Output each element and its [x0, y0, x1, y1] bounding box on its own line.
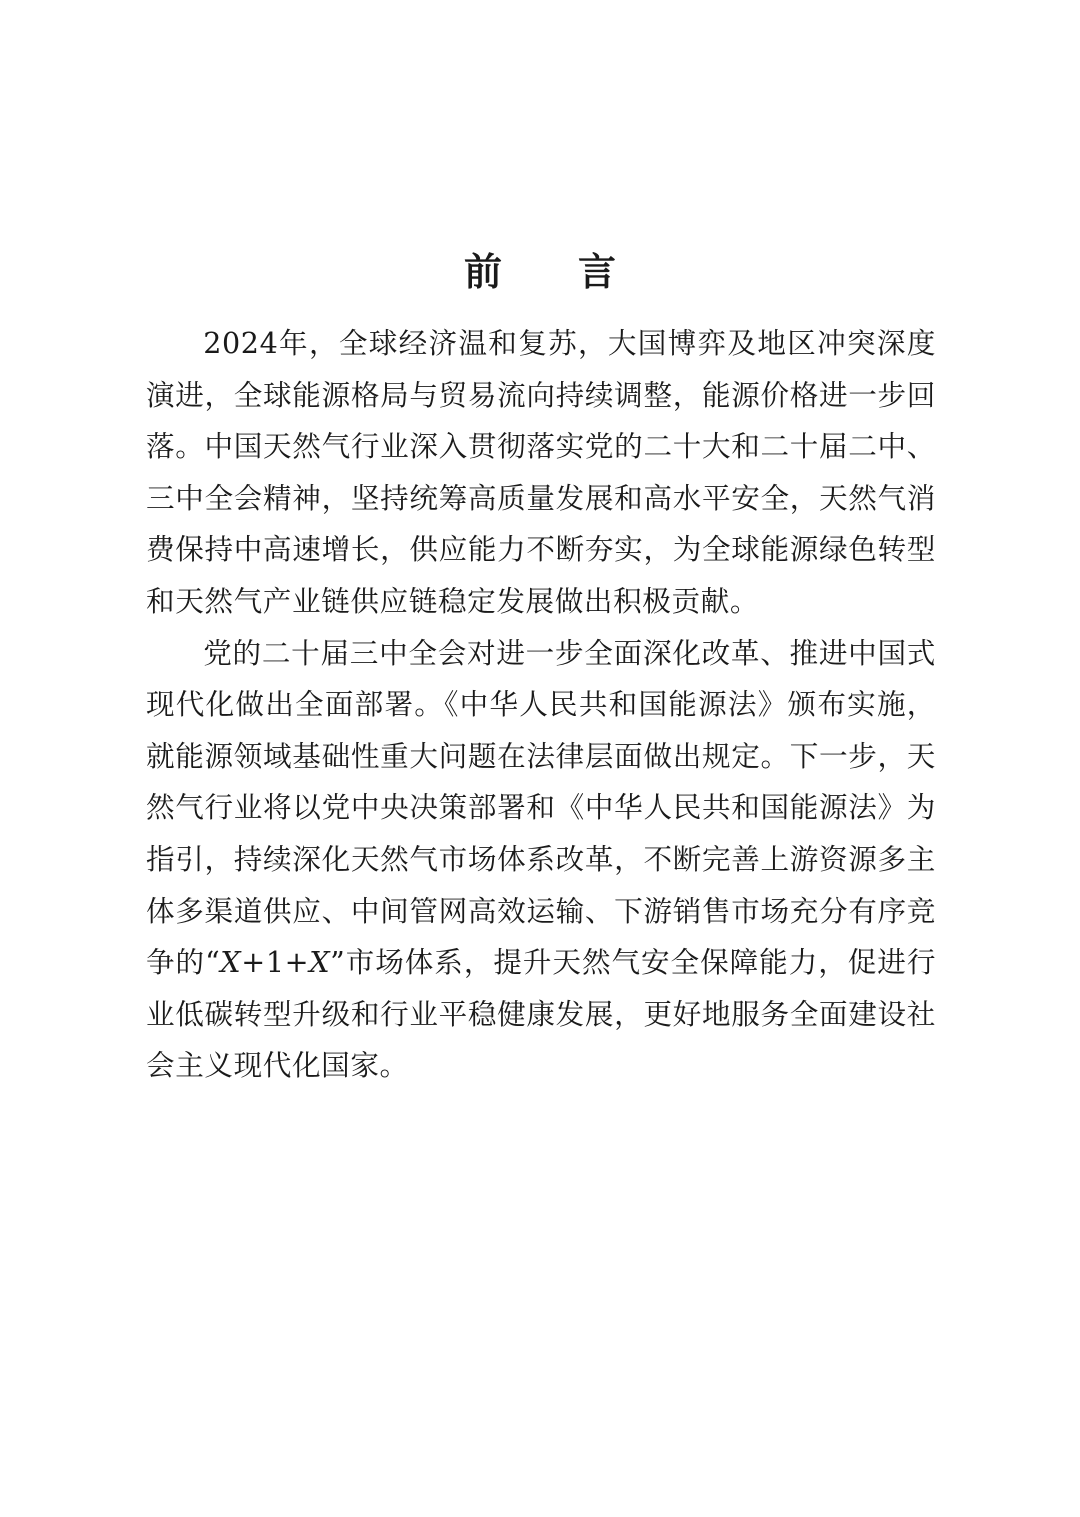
paragraph-2-part-1: 党的二十届三中全会对进一步全面深化改革、推进中国式现代化做出全面部署。《中华人民共和国能源法》颁布实施，就能源领域基础性重大问题在法律层面做出规定。下一步，天然气行业将以党中央决策部署和《中华人民共和国能源法》为指引，持续深化天然气市场体系改革，不断完善上游资源多主体多渠道供应、中间管网高效运输、下游销售市场充分有序竞争的“	[146, 635, 936, 980]
title-char-2: 言	[578, 250, 617, 295]
page-title	[0, 247, 1080, 297]
paragraph-2	[146, 628, 936, 1092]
formula-x-1: X	[220, 945, 242, 980]
preface-body	[146, 318, 936, 1092]
title-char-1: 前	[463, 250, 502, 295]
formula-x-2: X	[309, 945, 331, 980]
paragraph-1: 2024年，全球经济温和复苏，大国博弈及地区冲突深度演进，全球能源格局与贸易流向持续调整，能源价格进一步回落。中国天然气行业深入贯彻落实党的二十大和二十届二中、三中全会精神，坚持统筹高质量发展和高水平安全，天然气消费保持中高速增长，供应能力不断夯实，为全球能源绿色转型和天然气产业链供应链稳定发展做出积极贡献。	[146, 326, 936, 618]
paragraph-2-part-2: ”市场体系，提升天然气安全保障能力，促进行业低碳转型升级和行业平稳健康发展，更好地服务全面建设社会主义现代化国家。	[146, 945, 937, 1083]
formula-mid: +1+	[241, 945, 310, 980]
